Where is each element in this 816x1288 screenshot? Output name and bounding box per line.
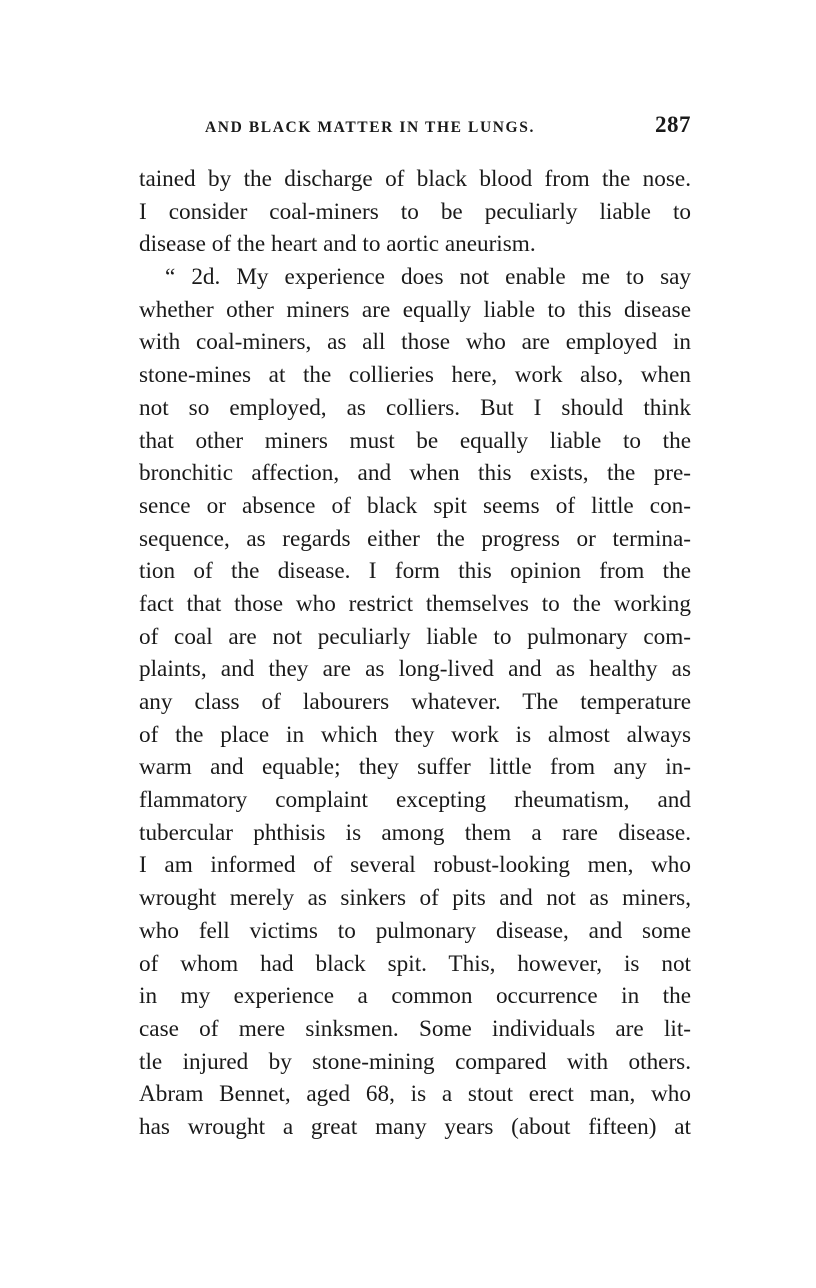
text-line: stone-mines at the collieries here, work also, when <box>139 362 691 389</box>
page-header <box>205 112 695 146</box>
text-line: flammatory complaint excepting rheumatism, and <box>139 787 691 814</box>
text-line: whether other miners are equally liable to this disease <box>139 296 691 323</box>
text-line: of whom had black spit. This, however, is not <box>139 950 691 977</box>
body-text <box>139 163 691 1144</box>
text-line: not so employed, as colliers. But I should think <box>139 394 691 421</box>
text-line: of coal are not peculiarly liable to pulmonary com- <box>139 623 691 650</box>
text-line: I consider coal-miners to be peculiarly liable to <box>139 198 691 225</box>
text-line: wrought merely as sinkers of pits and not as miners, <box>139 885 691 912</box>
text-line: sequence, as regards either the progress or termina- <box>139 525 691 552</box>
text-line: any class of labourers whatever. The temperature <box>139 689 691 715</box>
text-line: tle injured by stone-mining compared with others. <box>139 1048 691 1075</box>
text-line: has wrought a great many years (about fifteen) at <box>139 1113 691 1140</box>
running-title: AND BLACK MATTER IN THE LUNGS. <box>205 119 535 136</box>
text-line: Abram Bennet, aged 68, is a stout erect man, who <box>139 1081 691 1108</box>
text-line: who fell victims to pulmonary disease, and some <box>139 917 691 944</box>
page-number: 287 <box>655 112 691 137</box>
text-line: tion of the disease. I form this opinion from the <box>139 558 691 585</box>
text-line: disease of the heart and to aortic aneurism. <box>139 231 536 258</box>
text-line: that other miners must be equally liable to the <box>139 427 691 454</box>
text-line: plaints, and they are as long-lived and as healthy as <box>139 656 691 683</box>
text-line: tubercular phthisis is among them a rare disease. <box>139 819 691 846</box>
text-line: fact that those who restrict themselves to the working <box>139 590 691 617</box>
text-line: warm and equable; they suffer little from any in- <box>139 754 691 781</box>
text-line: I am informed of several robust-looking men, who <box>139 852 691 879</box>
paragraph-first-line: “ 2d. My experience does not enable me to say <box>165 264 691 291</box>
text-line: sence or absence of black spit seems of little con- <box>139 492 691 519</box>
text-line: case of mere sinksmen. Some individuals are lit- <box>139 1015 691 1042</box>
text-line: in my experience a common occurrence in the <box>139 983 691 1010</box>
text-line: with coal-miners, as all those who are employed in <box>139 329 691 356</box>
text-line: bronchitic affection, and when this exists, the pre- <box>139 460 691 487</box>
text-line: of the place in which they work is almost always <box>139 721 691 748</box>
text-line: tained by the discharge of black blood from the nose. <box>139 166 691 192</box>
